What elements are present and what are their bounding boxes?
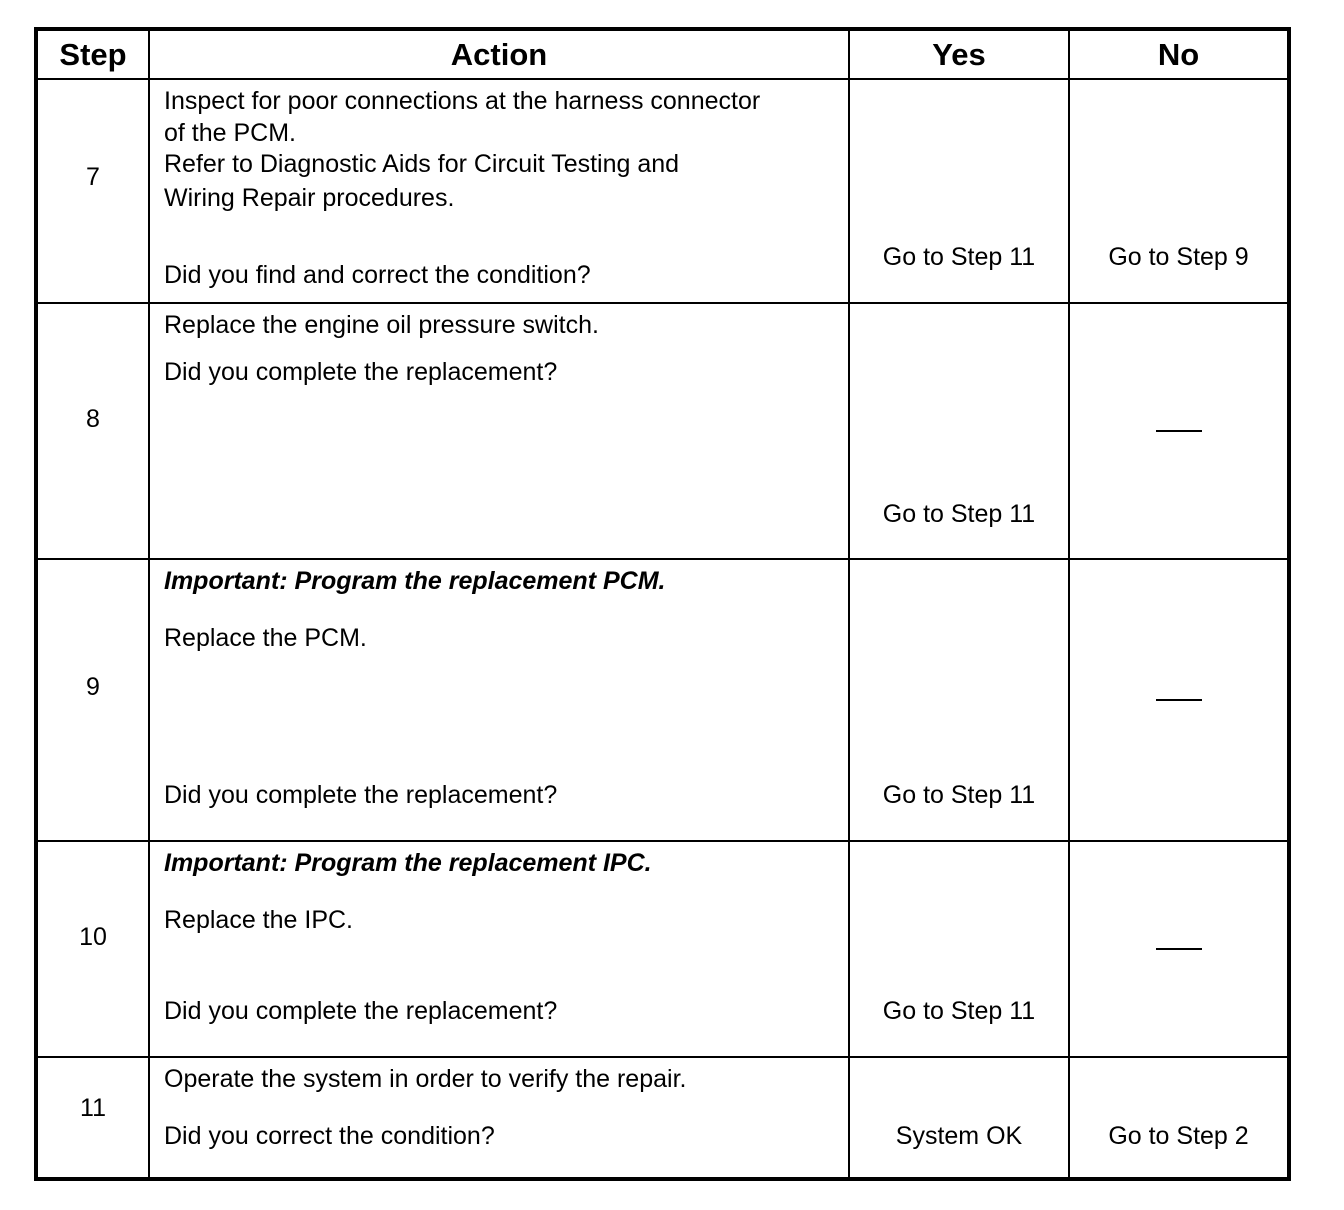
no-cell — [1069, 303, 1289, 559]
step-number: 7 — [86, 163, 100, 191]
yes-cell — [849, 559, 1069, 840]
action-text: Replace the PCM. — [164, 624, 367, 653]
action-cell — [149, 79, 849, 303]
table-row — [36, 841, 1289, 1057]
step-number: 11 — [80, 1093, 106, 1122]
yes-result: Go to Step 11 — [882, 781, 1036, 810]
yes-result: Go to Step 11 — [882, 996, 1036, 1025]
action-text: Refer to Diagnostic Aids for Circuit Testing and — [164, 150, 680, 178]
no-cell — [1069, 1057, 1289, 1179]
step-cell — [36, 303, 149, 559]
table-row — [36, 303, 1289, 559]
action-question: Did you correct the condition? — [164, 1121, 495, 1150]
header-action: Action — [149, 29, 849, 79]
action-text: Operate the system in order to verify the repair. — [164, 1064, 687, 1093]
no-result-dash — [1156, 430, 1202, 432]
step-number: 8 — [86, 405, 100, 434]
action-question: Did you complete the replacement? — [164, 996, 558, 1025]
action-text: of the PCM. — [164, 119, 296, 147]
action-text: Inspect for poor connections at the harness connector — [164, 87, 761, 115]
yes-result: Go to Step 11 — [882, 243, 1036, 271]
table-row — [36, 559, 1289, 840]
no-result-dash — [1156, 699, 1202, 701]
action-cell — [149, 1057, 849, 1179]
no-cell — [1069, 559, 1289, 840]
no-cell — [1069, 79, 1289, 303]
table-row — [36, 79, 1289, 303]
important-note: Important: Program the replacement IPC. — [164, 848, 652, 877]
yes-result: Go to Step 11 — [882, 500, 1036, 529]
action-question: Did you complete the replacement? — [164, 358, 558, 387]
table-row — [36, 1057, 1289, 1179]
yes-result: System OK — [895, 1121, 1023, 1150]
table-header-row — [36, 29, 1289, 79]
action-cell — [149, 841, 849, 1057]
no-result: Go to Step 2 — [1108, 1121, 1249, 1150]
yes-cell — [849, 1057, 1069, 1179]
no-result-dash — [1156, 948, 1202, 950]
yes-cell — [849, 303, 1069, 559]
header-no: No — [1069, 29, 1289, 79]
action-cell — [149, 559, 849, 840]
step-number: 10 — [79, 922, 107, 951]
step-cell — [36, 559, 149, 840]
diagnostic-table — [34, 27, 1291, 1181]
no-cell — [1069, 841, 1289, 1057]
action-text: Replace the engine oil pressure switch. — [164, 311, 599, 340]
action-text: Wiring Repair procedures. — [164, 184, 455, 212]
action-text: Replace the IPC. — [164, 905, 353, 934]
important-note: Important: Program the replacement PCM. — [164, 567, 666, 596]
action-cell — [149, 303, 849, 559]
step-number: 9 — [86, 673, 100, 702]
step-cell — [36, 79, 149, 303]
action-question: Did you find and correct the condition? — [164, 261, 591, 289]
step-cell — [36, 841, 149, 1057]
step-cell — [36, 1057, 149, 1179]
yes-cell — [849, 79, 1069, 303]
yes-cell — [849, 841, 1069, 1057]
action-question: Did you complete the replacement? — [164, 781, 558, 810]
header-yes: Yes — [849, 29, 1069, 79]
no-result: Go to Step 9 — [1108, 243, 1249, 271]
header-step: Step — [36, 29, 149, 79]
